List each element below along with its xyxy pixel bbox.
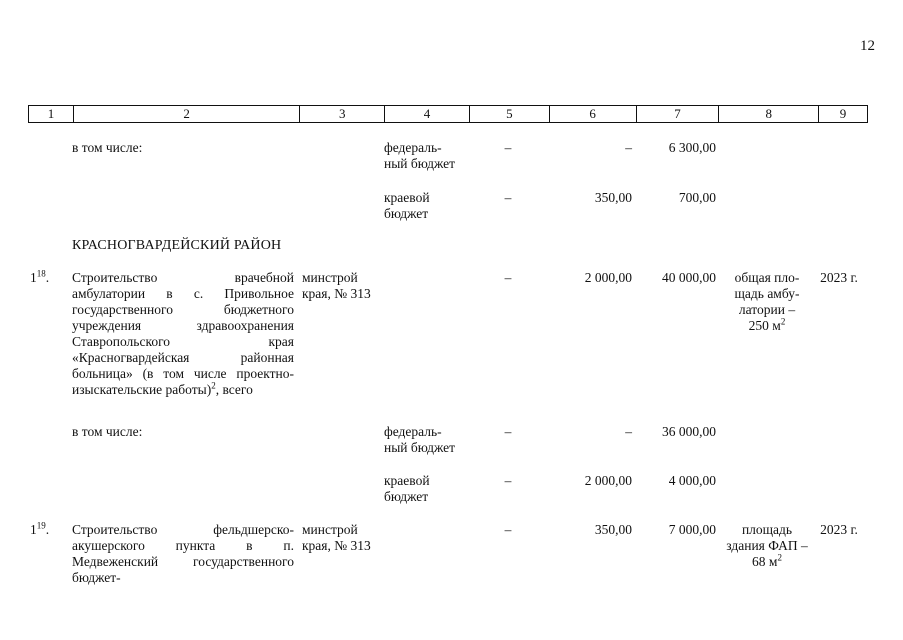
description-tail: , всего bbox=[215, 382, 253, 397]
capacity-text: общая пло- щадь амбу- латории – 250 м bbox=[734, 270, 800, 333]
source-federal: федераль- ный бюджет bbox=[384, 424, 456, 455]
footnote-mark: 2 bbox=[211, 380, 216, 391]
cell-c7: 36 000,00 bbox=[662, 424, 716, 439]
section-title: КРАСНОГВАРДЕЙСКИЙ РАЙОН bbox=[72, 238, 282, 253]
cell-c6: 350,00 bbox=[594, 190, 632, 205]
breakdown-label: в том числе: bbox=[72, 424, 143, 439]
header-col-1: 1 bbox=[29, 106, 74, 122]
completion-year: 2023 г. bbox=[820, 270, 858, 285]
item-number bbox=[30, 522, 70, 538]
item-number-base: 1 bbox=[30, 270, 37, 285]
item-number-base: 1 bbox=[30, 522, 37, 537]
capacity-sup: 2 bbox=[780, 316, 786, 327]
completion-year: 2023 г. bbox=[820, 522, 858, 537]
item-number bbox=[30, 270, 70, 286]
item-number-sup: 19 bbox=[36, 520, 46, 531]
item-number-suffix: . bbox=[45, 270, 50, 285]
cell-c6: – bbox=[625, 424, 632, 439]
item-number-sup: 18 bbox=[36, 268, 46, 279]
table-header-row bbox=[28, 105, 868, 123]
source-regional: краевой бюджет bbox=[384, 190, 430, 221]
cell-c6: 2 000,00 bbox=[584, 270, 632, 285]
description-text: Строительство врачебной амбулатории в с. Привольное государственного бюджетного учреждения здравоохранения Ставропольского края «Красногвардейская районная больница» (в том числе проектно-изыскательские работы) bbox=[72, 270, 294, 397]
cell-c5: – bbox=[504, 473, 512, 488]
item-number-suffix: . bbox=[45, 522, 50, 537]
header-col-5: 5 bbox=[470, 106, 550, 122]
cell-c6: 2 000,00 bbox=[584, 473, 632, 488]
header-col-4: 4 bbox=[385, 106, 470, 122]
cell-c7: 6 300,00 bbox=[668, 140, 716, 155]
cell-c6: 350,00 bbox=[594, 522, 632, 537]
page-number: 12 bbox=[860, 38, 875, 54]
responsible-body: минстрой края, № 313 bbox=[302, 522, 371, 553]
item-description bbox=[72, 270, 294, 398]
cell-c7: 40 000,00 bbox=[662, 270, 716, 285]
source-federal: федераль- ный бюджет bbox=[384, 140, 456, 171]
header-col-9: 9 bbox=[839, 106, 847, 121]
header-col-2: 2 bbox=[74, 106, 300, 122]
cell-c7: 7 000,00 bbox=[668, 522, 716, 537]
capacity-sup: 2 bbox=[777, 552, 782, 563]
header-col-7: 7 bbox=[637, 106, 720, 122]
capacity-text: площадь здания ФАП – 68 м bbox=[726, 522, 808, 569]
header-col-6: 6 bbox=[550, 106, 637, 122]
cell-c5: – bbox=[504, 270, 512, 285]
cell-c5: – bbox=[504, 424, 512, 439]
cell-c7: 4 000,00 bbox=[668, 473, 716, 488]
breakdown-label: в том числе: bbox=[72, 140, 143, 155]
cell-c7: 700,00 bbox=[678, 190, 716, 205]
capacity bbox=[722, 522, 812, 570]
header-col-3: 3 bbox=[300, 106, 385, 122]
item-description: Строительство фельдшерско-акушерского пункта в п. Медвеженский государственного бюджет- bbox=[72, 522, 294, 585]
cell-c5: – bbox=[504, 190, 512, 205]
cell-c6: – bbox=[625, 140, 632, 155]
source-regional: краевой бюджет bbox=[384, 473, 430, 504]
capacity bbox=[722, 270, 812, 334]
responsible-body: минстрой края, № 313 bbox=[302, 270, 371, 301]
cell-c5: – bbox=[504, 522, 512, 537]
cell-c5: – bbox=[504, 140, 512, 155]
header-col-8: 8 bbox=[719, 106, 819, 122]
